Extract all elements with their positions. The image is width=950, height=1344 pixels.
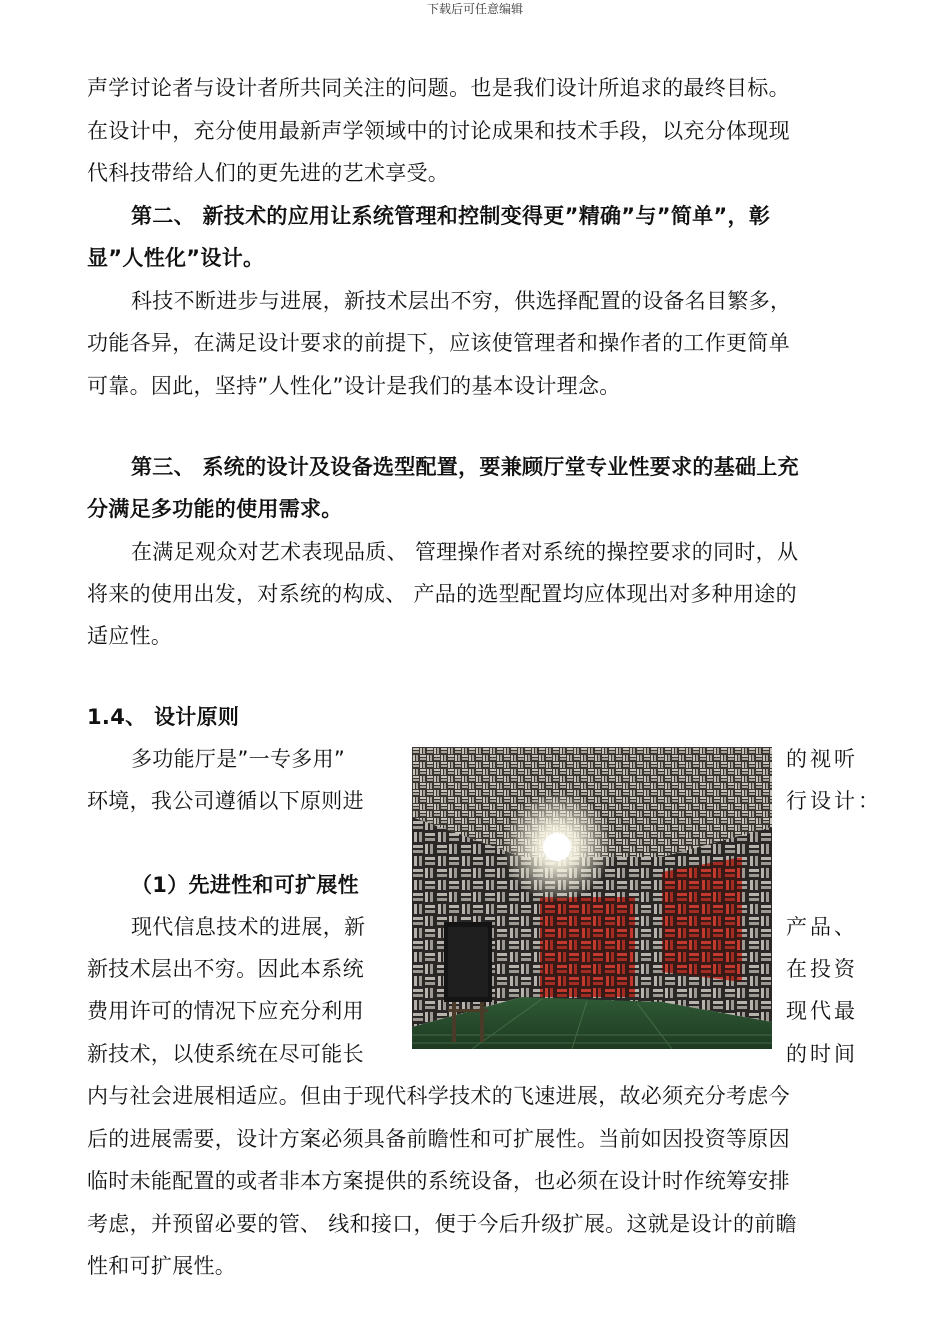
paragraph-line: 声学讨论者与设计者所共同关注的问题。也是我们设计所追求的最终目标。 [87, 76, 790, 100]
paragraph-line: 可靠。因此，坚持”人性化”设计是我们的基本设计理念。 [87, 374, 621, 398]
paragraph-line: 科技不断进步与进展，新技术层出不穷，供选择配置的设备名目繁多， [131, 289, 792, 313]
paragraph-line: 在满足观众对艺术表现品质、 管理操作者对系统的操控要求的同时，从 [131, 540, 799, 564]
paragraph-fragment: 现代最 [786, 999, 858, 1023]
paragraph-line: 代科技带给人们的更先进的艺术享受。 [87, 161, 450, 185]
paragraph-line: 临时未能配置的或者非本方案提供的系统设备，也必须在设计时作统筹安排 [87, 1169, 790, 1193]
paragraph-line: 多功能厅是”一专多用” [131, 747, 346, 771]
section-heading: 第二、 新技术的应用让系统管理和控制变得更”精确”与”简单”，彰 [131, 204, 771, 228]
paragraph-line: 现代信息技术的进展，新 [131, 915, 366, 939]
paragraph-line: 在设计中，充分使用最新声学领域中的讨论成果和技术手段，以充分体现现 [87, 119, 790, 143]
paragraph-line: 费用许可的情况下应充分利用 [87, 999, 364, 1023]
page-header: 下载后可任意编辑 [426, 2, 523, 16]
paragraph-fragment: 的视听 [786, 747, 858, 771]
paragraph-line: 后的进展需要，设计方案必须具备前瞻性和可扩展性。当前如因投资等原因 [87, 1127, 790, 1151]
paragraph-line: 性和可扩展性。 [87, 1254, 237, 1278]
paragraph-line: 新技术层出不穷。因此本系统 [87, 957, 364, 981]
paragraph-line: 内与社会进展相适应。但由于现代科学技术的飞速进展，故必须充分考虑今 [87, 1084, 790, 1108]
section-title: 1.4、 设计原则 [87, 705, 240, 729]
paragraph-line: 将来的使用出发，对系统的构成、 产品的选型配置均应体现出对多种用途的 [87, 582, 797, 606]
anechoic-room-photo [412, 747, 772, 1049]
section-heading: 第三、 系统的设计及设备选型配置，要兼顾厅堂专业性要求的基础上充 [131, 455, 799, 479]
paragraph-fragment: 的时间 [786, 1042, 858, 1066]
paragraph-line: 新技术，以使系统在尽可能长 [87, 1042, 364, 1066]
paragraph-fragment: 产品、 [786, 915, 858, 939]
paragraph-fragment: 行设计： [786, 789, 882, 813]
paragraph-line: 适应性。 [87, 624, 173, 648]
subsection-heading: （1）先进性和可扩展性 [131, 873, 359, 897]
section-heading: 显”人性化”设计。 [87, 246, 265, 270]
paragraph-line: 功能各异，在满足设计要求的前提下，应该使管理者和操作者的工作更简单 [87, 331, 790, 355]
section-heading: 分满足多功能的使用需求。 [87, 497, 343, 521]
paragraph-line: 环境，我公司遵循以下原则进 [87, 789, 364, 813]
paragraph-line: 考虑，并预留必要的管、 线和接口，便于今后升级扩展。这就是设计的前瞻 [87, 1212, 797, 1236]
paragraph-fragment: 在投资 [786, 957, 858, 981]
